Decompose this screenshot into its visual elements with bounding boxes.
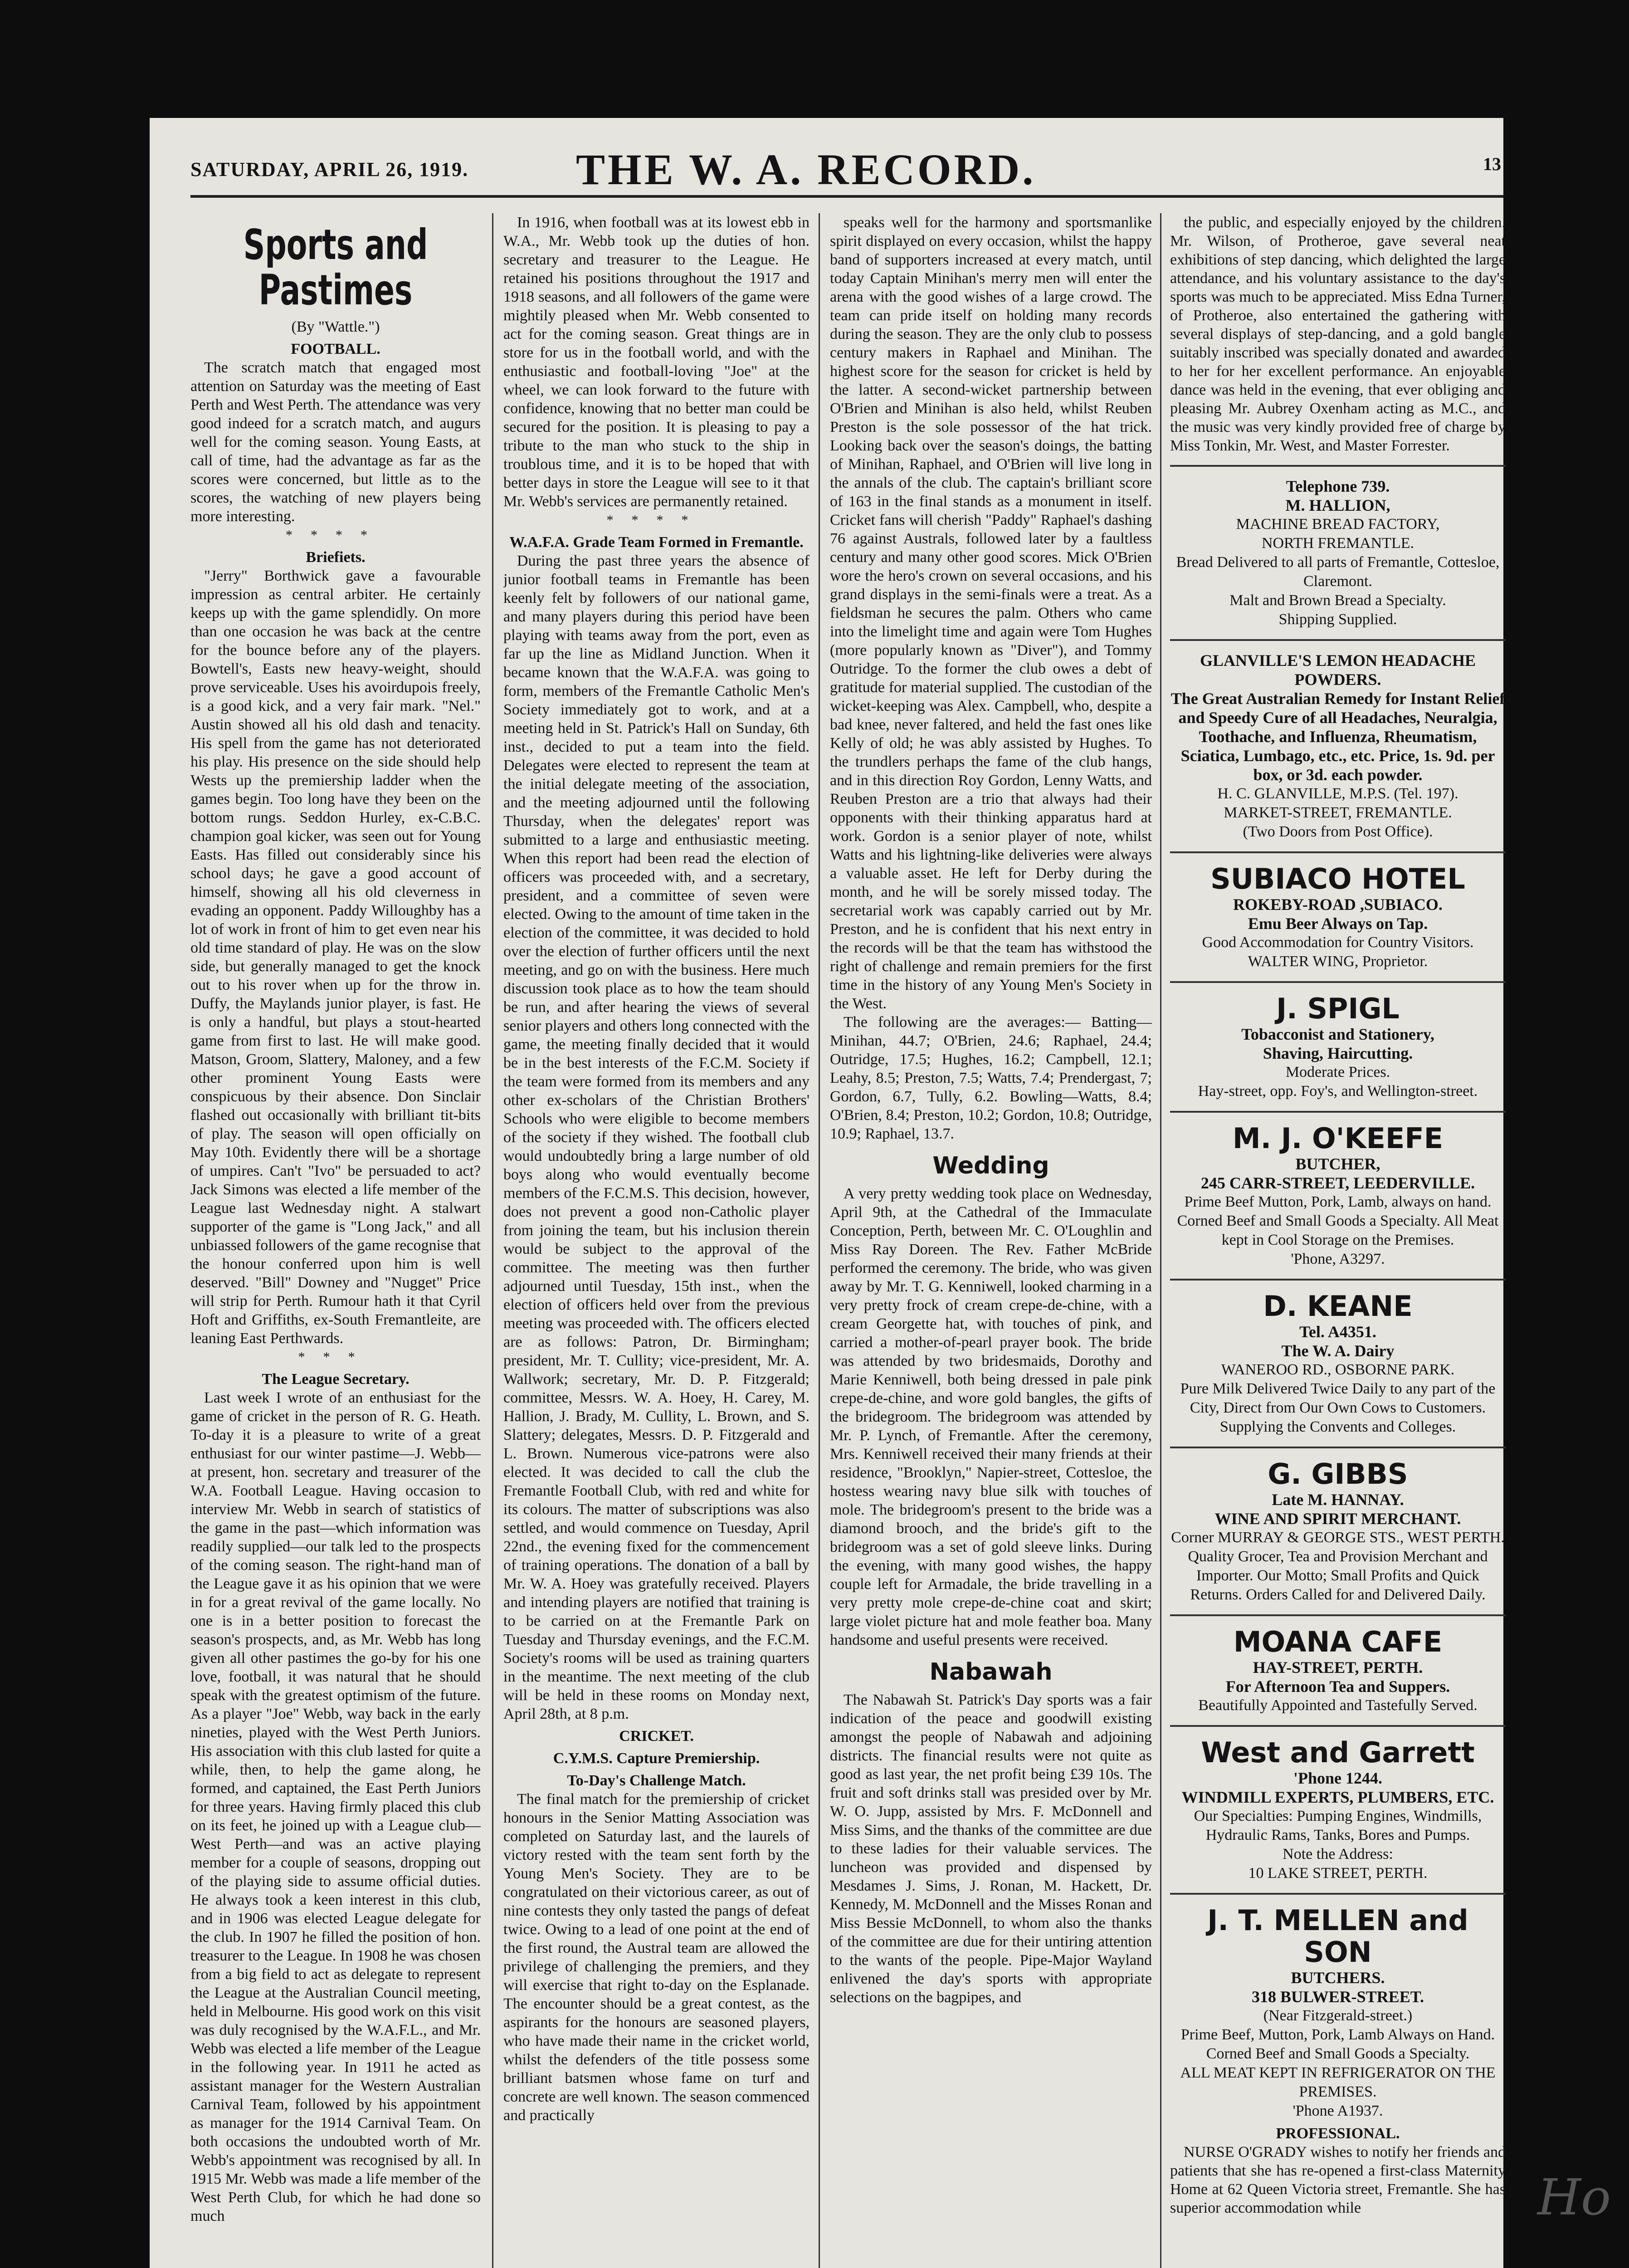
ad-business-name: West and Garrett (1201, 1736, 1475, 1769)
advertisement (1170, 651, 1506, 841)
briefs-heading: Briefiets. (306, 549, 366, 566)
wafa-text: During the past three years the absence of junior football teams in Fremantle has been keenly felt by followers of our national game, and many players during this period have been playing with teams away from the port, even as far up the line as Midland Junction. When it became known that the W.A.F.A. was going to form, members of the Fremantle Catholic Men's Society immediately got to work, and at a meeting held in St. Patrick's Hall on Sunday, 6th inst., decided to put a team into the field. Delegates were elected to represent the team at the initial delegate meeting of the association, and the meeting adjourned until the following Thursday, when the delegates' report was submitted to a large and enthusiastic meeting. When this report had been read the election of officers was proceeded with, and a secretary, president, and a committee of seven were elected. Owing to the amount of time taken in the election of the committee, it was decided to hold over the election of further officers until the next meeting, and go on with the business. Here much discussion took place as to how the team should be run, and after hearing the views of several senior players and others long connected with the game, the meeting finally decided that it would be in the best interests of the F.C.M. Society if the team were formed from its members and any other ex-scholars of the Christian Brothers' Schools who were eligible to become members of the society if they wished. The football club would undoubtedly bring a large number of old boys along who would eventually become members of the F.C.M.S. This decision, however, does not prevent a good non-Catholic player from joining the team, but his inclusion therein would be subject to the approval of the committee. The meeting was then further adjourned until Tuesday, 15th inst., when the election of officers held over from the previous meeting was proceeded with. The officers elected are as follows: Patron, Dr. Birmingham; president, Mr. T. Cullity; vice-president, Mr. A. Wallwork; secretary, Mr. D. P. Fitzgerald; committee, Messrs. W. A. Hoey, H. Carey, M. Hallion, J. Brady, M. Cullity, L. Brown, and S. Slattery; delegates, Messrs. D. P. Fitzgerald and L. Brown. Numerous vice-patrons were also elected. It was decided to call the club the Fremantle Football Club, with red and white for its colours. The matter of subscriptions was also settled, and would commence on Tuesday, April 22nd., the evening fixed for the commencement of training operations. The donation of a ball by Mr. W. A. Hoey was gratefully received. Players and intending players are notified that training is to be carried on at the Fremantle Park on Tuesday and Thursday evenings, and the F.C.M. Society's rooms will be used as training quarters in the meantime. The next meeting of the club will be held in these rooms on Monday next, April 28th, at 8 p.m. (503, 552, 810, 1722)
football-intro: The scratch match that engaged most attention on Saturday was the meeting of East Perth and West Perth. The attendance was very good indeed for a scratch match, and augurs well for the coming season. Young Easts, at call of time, had the advantage as far as the scores were concerned, but little as to the scores, the watching of new players being more interesting. (190, 359, 481, 525)
ad-line: 245 CARR-STREET, LEEDERVILLE. (1200, 1174, 1475, 1192)
ad-line: For Afternoon Tea and Suppers. (1225, 1677, 1450, 1696)
page-number: 13 (1483, 154, 1501, 174)
byline: (By "Wattle.") (291, 318, 380, 335)
ad-line: (Near Fitzgerald-street.) (1263, 2007, 1413, 2024)
ad-separator (1170, 981, 1506, 983)
advertisement (1170, 1458, 1506, 1604)
column-divider (819, 213, 820, 2268)
ad-line: H. C. GLANVILLE, M.P.S. (Tel. 197). (1217, 785, 1458, 802)
cricket-subheading: To-Day's Challenge Match. (567, 1772, 746, 1789)
ad-separator (1170, 1447, 1506, 1448)
ad-line: BUTCHERS. (1291, 1969, 1385, 1987)
ad-line: Shaving, Haircutting. (1263, 1044, 1413, 1062)
advertisement (1170, 863, 1506, 971)
separator-stars: *** (298, 1349, 373, 1364)
averages-text: The following are the averages:— Batting—Minihan, 44.7; O'Brien, 24.6; Raphael, 24.4; Outridge, 17.5; Hughes, 16.2; Campbell, 12.1; Leahy, 8.5; Preston, 7.5; Watts, 7.4; Prendergast, 7; Gordon, 6.7, Tully, 6.2. Bowling—Watts, 8.4; O'Brien, 8.4; Preston, 10.2; Gordon, 10.8; Outridge, 10.9; Raphael, 13.7. (830, 1014, 1152, 1142)
ad-line: WALTER WING, Proprietor. (1248, 953, 1428, 970)
ad-business-name: MOANA CAFE (1233, 1625, 1443, 1658)
ad-line: The Great Australian Remedy for Instant Relief and Speedy Cure of all Headaches, Neuralgia, Toothache, and Influenza, Rheumatism, Sciatica, Lumbago, etc., etc. Price, 1s. 9d. per box, or 3d. each powder. (1171, 689, 1505, 784)
advertisements (1170, 465, 1506, 2121)
ad-line: Late M. HANNAY. (1272, 1491, 1404, 1509)
football-heading: FOOTBALL. (291, 341, 380, 357)
column-3 (830, 213, 1152, 2268)
ad-line: M. HALLION, (1285, 496, 1390, 514)
professional-text: NURSE O'GRADY wishes to notify her friends and patients that she has re-opened a first-class Maternity Home at 62 Queen Victoria street, Fremantle. She has superior accommodation while (1170, 2144, 1506, 2216)
ad-line: Quality Grocer, Tea and Provision Merchant and Importer. Our Motto; Small Profits and Quick Returns. Orders Called for and Delivered Daily. (1188, 1548, 1488, 1603)
advertisement (1170, 477, 1506, 629)
ad-line: 'Phone 1244. (1293, 1769, 1382, 1787)
cricket-continued: speaks well for the harmony and sportsmanlike spirit displayed on every occasion, whilst the happy band of supporters increased at every match, until today Captain Minihan's merry men will enter the arena with the good wishes of a large crowd. The team can pride itself on holding many records during the season. They are the only club to possess century makers in Raphael and Minihan. The highest score for the season for cricket is held by the latter. A second-wicket partnership between O'Brien and Minihan is also held, whilst Reuben Preston is the sole possessor of the hat trick. Looking back over the season's doings, the batting of Minihan, Raphael, and O'Brien will live long in the annals of the club. The captain's brilliant score of 163 in the final stands as a monument in itself. Cricket fans will cherish "Paddy" Raphael's dashing 76 against Australs, followed later by a faultless century and many other good scores. Mick O'Brien wore the hero's crown on several occasions, and his grand displays in the semi-finals were a treat. As a fieldsman he secures the palm. Others who came into the limelight time and again were Tom Hughes (more popularly known as "Diver"), and Tommy Outridge. To the former the club owes a debt of gratitude for material supplied. The custodian of the wicket-keeping was Alex. Campbell, who, despite a bad knee, never faltered, and held the fast ones like Kelly of old; he was ably assisted by Hughes. To the trundlers perhaps the fame of the club hangs, and in this direction Roy Gordon, Lenny Watts, and Reuben Preston are a trio that always had their opponents with their thinking apparatus hard at work. Gordon is a senior player of note, whilst Watts and his lightning-like deliveries were always a valuable asset. He left for Derby during the month, and he will be sorely missed today. The secretarial work was capably carried out by Mr. Preston, and he is confident that his next entry in the records will be that the team has withstood the right of challenge and remain premiers for the first time in the history of any Young Men's Society in the West. (830, 214, 1152, 1012)
issue-date: SATURDAY, APRIL 26, 1919. (190, 158, 469, 181)
ad-line: HAY-STREET, PERTH. (1253, 1658, 1423, 1677)
ad-line: Malt and Brown Bread a Specialty. (1229, 592, 1446, 609)
masthead (190, 144, 1506, 194)
ad-line: Note the Address: (1283, 1846, 1393, 1862)
ad-business-name: J. SPIGL (1276, 992, 1400, 1025)
ad-line: Emu Beer Always on Tap. (1248, 914, 1428, 933)
ad-business-name: SUBIACO HOTEL (1210, 862, 1465, 895)
newspaper-title: THE W. A. RECORD. (576, 145, 1036, 194)
ad-line: 'Phone A1937. (1292, 2102, 1383, 2119)
column-4 (1170, 213, 1506, 2268)
ad-separator (1170, 1111, 1506, 1113)
ad-line: Corner MURRAY & GEORGE STS., WEST PERTH. (1171, 1529, 1505, 1546)
ad-line: 318 BULWER-STREET. (1251, 1988, 1424, 2006)
nabawah-heading: Nabawah (929, 1658, 1053, 1686)
nabawah-text: The Nabawah St. Patrick's Day sports was a fair indication of the peace and goodwill existing amongst the people of Nabawah and adjoining districts. The financial results were not quite as good as last year, the net profit being £39 10s. The fruit and soft drinks stall was presided over by Mr. W. O. Jupp, assisted by Mrs. F. McDonnell and Miss Sims, and the thanks of the committee are due to these ladies for their valuable services. The luncheon was provided and dispensed by Mesdames J. Sims, J. Ronan, M. Hackett, Dr. Kennedy, M. McDonnell and the Misses Ronan and Miss Bessie McDonnell, to whom also the thanks of the committee are due for their untiring attention to the wants of the people. Pipe-Major Wayland enlivened the day's sports with appropriate selections on the bagpipes, and (830, 1691, 1152, 2006)
ad-line: Beautifully Appointed and Tastefully Served. (1198, 1697, 1478, 1714)
ad-line: MARKET-STREET, FREMANTLE. (1224, 804, 1452, 821)
ad-line: 'Phone, A3297. (1291, 1251, 1385, 1267)
wafa-heading: W.A.F.A. Grade Team Formed in Fremantle. (509, 534, 804, 551)
ad-line: Prime Beef, Mutton, Pork, Lamb Always on Hand. Corned Beef and Small Goods a Specialty. (1180, 2026, 1495, 2062)
ad-line: Bread Delivered to all parts of Fremantle, Cottesloe, Claremont. (1176, 554, 1500, 590)
webb-continued: In 1916, when football was at its lowest ebb in W.A., Mr. Webb took up the duties of hon. secretary and treasurer to the League. He retained his positions throughout the 1917 and 1918 seasons, and all followers of the game were mightily pleased when Mr. Webb consented to act for the coming season. Great things are in store for us in the football world, and with the enthusiastic and football-loving "Joe" at the wheel, we can look forward to the future with confidence, knowing that no better man could be secured for the position. It is pleasing to pay a tribute to the man who stuck to the ship in troublous time, and it is to be hoped that with better days in store the League will see to it that Mr. Webb's services are permanently retained. (503, 214, 810, 510)
ad-separator (1170, 1893, 1506, 1895)
briefs-text: "Jerry" Borthwick gave a favourable impression as central arbiter. He certainly keeps up with the game splendidly. On more than one occasion he was back at the centre for the bounce before any of the players. Bowtell's, Easts new heavy-weight, should prove serviceable. Uses his avoirdupois freely, is a good kick, and a very fair mark. "Nel." Austin showed all his old dash and tenacity. His spell from the game has not deteriorated his play. His presence on the side should help Wests up the premiership ladder when the games begin. Too long have they been on the bottom rungs. Seddon Hurley, ex-C.B.C. champion goal kicker, was seen out for Young Easts. Has filled out considerably since his school days; he gave a good account of himself, showing all his old cleverness in evading an opponent. Paddy Willoughby has a lot of work in front of him to get even near his old time standard of play. He was on the slow side, but generally managed to get the knock out to his rover when up for the throw in. Duffy, the Maylands junior player, is fast. He is only a handful, but plays a stout-hearted game from first to last. He will make good. Matson, Groom, Slattery, Maloney, and a few other prominent Young Easts were conspicuous by their absence. Don Sinclair flashed out occasionally with brilliant tit-bits of play. The season will open officially on May 10th. Evidently there will be a shortage of umpires. Can't "Ivo" be persuaded to act? Jack Simons was elected a life member of the League last Wednesday night. A stalwart supporter of the game is "Long Jack," and all unbiassed followers of the game recognise that the honour conferred upon him is well deserved. "Bill" Downey and "Nugget" Price will strip for Perth. Rumour hath it that Cyril Hoft and Griffiths, ex-South Fremantleite, are leaning East Perthwards. (190, 567, 481, 1347)
ad-business-name: G. GIBBS (1268, 1457, 1408, 1491)
ad-separator (1170, 1725, 1506, 1727)
advertisement (1170, 993, 1506, 1101)
wedding-heading: Wedding (932, 1152, 1049, 1179)
header-rule (190, 195, 1503, 198)
secretary-text: Last week I wrote of an enthusiast for the game of cricket in the person of R. G. Heath. To-day it is a pleasure to write of a great enthusiast for our winter pastime—J. Webb—at present, hon. secretary and treasurer of the W.A. Football League. Having occasion to interview Mr. Webb in search of statistics of the game in the past—which information was readily supplied—our talk led to the prospects of the coming season. The right-hand man of the League gave it as his opinion that we were in for a great revival of the game locally. No one is in a better position to forecast the season's prospects, and, as Mr. Webb has long given all other pastimes the go-by for his one love, football, it was natural that he should speak with the greatest optimism of the future. As a player "Joe" Webb, way back in the early nineties, played with the West Perth Juniors. His association with this club lasted for quite a while, then, to help the game along, he formed, and captained, the East Perth Juniors for three years. Having firmly placed this club on its feet, he joined up with a League club—West Perth—and was an active playing member for a couple of seasons, dropping out of the playing side to assume official duties. He always took a keen interest in this club, and in 1906 was elected League delegate for the club. In 1907 he filled the position of hon. treasurer to the League. In 1908 he was chosen from a big field to act as delegate to represent the League at the Australian Council meeting, held in Melbourne. His good work on this visit was duly recognised by the W.A.F.L., and Mr. Webb was elected a life member of the League in the following year. In 1911 he acted as assistant manager for the Western Australian Carnival Team, followed by his appointment as manager for the 1914 Carnival Team. On both occasions the undoubted worth of Mr. Webb's appointment was recognised by all. In 1915 Mr. Webb was made a life member of the West Perth Club, for which he had done so much (190, 1389, 481, 2224)
wedding-text: A very pretty wedding took place on Wednesday, April 9th, at the Cathedral of the Immaculate Conception, Perth, between Mr. C. O'Loughlin and Miss Ray Doreen. The Rev. Father McBride performed the ceremony. The bride, who was given away by Mr. T. G. Kenniwell, looked charming in a very pretty frock of cream crepe-de-chine, with a cream Georgette hat, with touches of pink, and carried a mother-of-pearl prayer book. The bride was attended by two bridesmaids, Dorothy and Marie Kenniwell, both being dressed in pale pink crepe-de-chine, and wore gold bangles, the gifts of the bridegroom. The bridegroom was attended by Mr. P. Lynch, of Fremantle. After the ceremony, Mrs. Kenniwell received their many friends at their residence, "Brooklyn," Napier-street, Cottesloe, the hostess wearing navy blue silk with touches of mole. The bridegroom's present to the bride was a diamond brooch, and the bride's gift to the bridegroom was a set of gold sleeve links. During the evening, with many good wishes, the happy couple left for Armadale, the bride travelling in a very pretty mole crepe-de-chine coat and skirt; large violet picture hat and mole feather boa. Many handsome and useful presents were received. (830, 1185, 1152, 1648)
advertisement (1170, 1626, 1506, 1715)
ad-line: Our Specialties: Pumping Engines, Windmills, Hydraulic Rams, Tanks, Bores and Pumps. (1194, 1808, 1482, 1843)
ad-line: NORTH FREMANTLE. (1261, 535, 1414, 552)
ad-separator (1170, 639, 1506, 641)
ad-line: Pure Milk Delivered Twice Daily to any part of the City, Direct from Our Own Cows to Customers. (1180, 1380, 1496, 1416)
ad-line: Telephone 739. (1286, 477, 1390, 495)
ad-business-name: D. KEANE (1263, 1290, 1413, 1323)
ad-line: GLANVILLE'S LEMON HEADACHE POWDERS. (1200, 651, 1476, 689)
ad-line: Tel. A4351. (1299, 1323, 1376, 1341)
cricket-subheading: C.Y.M.S. Capture Premiership. (553, 1750, 760, 1767)
ad-line: Hay-street, opp. Foy's, and Wellington-street. (1198, 1083, 1478, 1100)
ad-line: Supplying the Convents and Colleges. (1219, 1418, 1456, 1435)
ad-line: WINDMILL EXPERTS, PLUMBERS, ETC. (1181, 1788, 1494, 1806)
nabawah-continued: the public, and especially enjoyed by the children. Mr. Wilson, of Protheroe, gave several neat exhibitions of step dancing, which delighted the large attendance, and his voluntary assistance to the day's sports was much to be appreciated. Miss Edna Turner, of Protheroe, also entertained the gathering with several displays of step-dancing, and a gold bangle suitably inscribed was specially donated and awarded to her for her excellent performance. An enjoyable dance was held in the evening, that ever obliging and pleasing Mr. Aubrey Oxenham acting as M.C., and the music was very kindly provided free of charge by Miss Tonkin, Mr. West, and Master Forrester. (1170, 214, 1506, 454)
column-2 (503, 213, 810, 2268)
ad-line: WANEROO RD., OSBORNE PARK. (1221, 1361, 1455, 1378)
handwritten-marginalia: Ho (1537, 2168, 1611, 2226)
advertisement (1170, 1737, 1506, 1883)
ad-line: BUTCHER, (1295, 1155, 1380, 1173)
sports-title: Sports and Pastimes (243, 220, 428, 314)
ad-separator (1170, 1614, 1506, 1616)
professional-heading: PROFESSIONAL. (1276, 2125, 1400, 2142)
ad-line: Shipping Supplied. (1278, 611, 1397, 628)
ad-line: Tobacconist and Stationery, (1241, 1025, 1434, 1043)
cricket-text: The final match for the premiership of cricket honours in the Senior Matting Association was completed on Saturday last, and the laurels of victory rested with the team sent forth by the Young Men's Society. They are to be congratulated on their victorious career, as out of nine contests they only tasted the pangs of defeat twice. Owing to a lead of one point at the end of the first round, the Austral team are allowed the privilege of challenging the premiers, and they will exercise that right to-day on the Esplanade. The encounter should be a great contest, as the aspirants for the honours are seasoned players, who have made their name in the cricket world, whilst the defenders of the title possess some brilliant batsmen whose fame on turf and concrete are well known. The season commenced and practically (503, 1791, 810, 2124)
ad-business-name: M. J. O'KEEFE (1232, 1122, 1444, 1155)
ad-line: (Two Doors from Post Office). (1243, 823, 1433, 840)
column-1 (190, 213, 481, 2268)
ad-line: MACHINE BREAD FACTORY, (1236, 516, 1440, 533)
column-divider (492, 213, 493, 2268)
ad-business-name: J. T. MELLEN and SON (1207, 1904, 1468, 1969)
advertisement (1170, 1123, 1506, 1269)
ad-separator (1170, 1279, 1506, 1281)
ad-line: Moderate Prices. (1285, 1064, 1390, 1080)
ad-separator (1170, 851, 1506, 853)
cricket-heading: CRICKET. (619, 1728, 694, 1745)
separator-stars: **** (286, 528, 385, 543)
secretary-heading: The League Secretary. (262, 1371, 410, 1388)
ad-line: The W. A. Dairy (1281, 1342, 1395, 1360)
ad-line: Prime Beef Mutton, Pork, Lamb, always on hand. Corned Beef and Small Goods a Specialty. All Meat kept in Cool Storage on the Premises. (1177, 1193, 1499, 1248)
ad-line: Good Accommodation for Country Visitors. (1202, 934, 1474, 951)
ad-line: ROKEBY-ROAD ,SUBIACO. (1233, 895, 1443, 914)
advertisement (1170, 1905, 1506, 2121)
separator-stars: **** (606, 513, 707, 528)
ad-line: WINE AND SPIRIT MERCHANT. (1214, 1510, 1461, 1528)
ad-line: ALL MEAT KEPT IN REFRIGERATOR ON THE PREMISES. (1180, 2064, 1496, 2100)
column-divider (1160, 213, 1161, 2268)
ad-separator (1170, 465, 1506, 467)
advertisement (1170, 1290, 1506, 1437)
ad-line: 10 LAKE STREET, PERTH. (1248, 1865, 1428, 1882)
